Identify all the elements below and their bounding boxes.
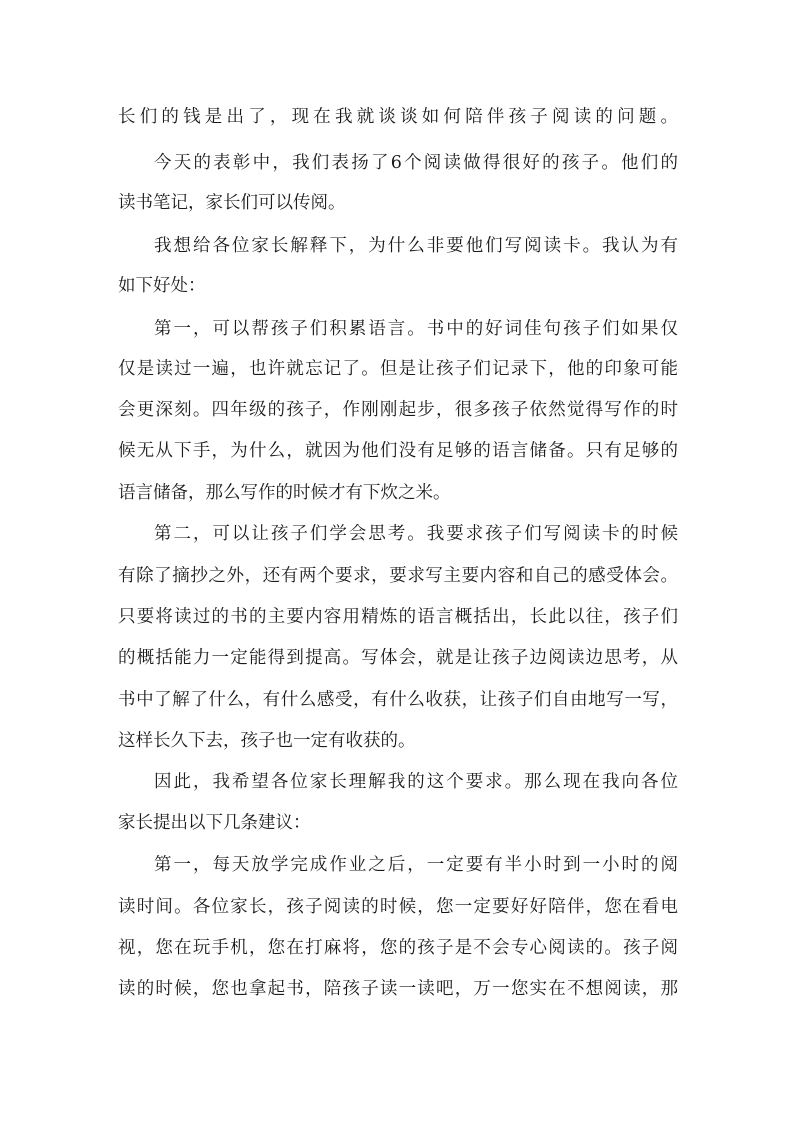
text-line: 会更深刻。四年级的孩子，作刚刚起步，很多孩子依然觉得写作的时 <box>118 400 678 420</box>
text-line: 第一，可以帮孩子们积累语言。书中的好词佳句孩子们如果仅 <box>154 319 678 339</box>
text-line: 的概括能力一定能得到提高。写体会，就是让孩子边阅读边思考，从 <box>118 648 678 668</box>
text-line: 第二，可以让孩子们学会思考。我要求孩子们写阅读卡的时候 <box>154 524 678 544</box>
text-line: 读的时候，您也拿起书，陪孩子读一读吧，万一您实在不想阅读，那 <box>118 979 678 999</box>
text-line: 家长提出以下几条建议： <box>118 813 311 833</box>
text-line: 今天的表彰中，我们表扬了6个阅读做得很好的孩子。他们的 <box>154 153 678 173</box>
text-line: 我想给各位家长解释下，为什么非要他们写阅读卡。我认为有 <box>154 236 678 256</box>
text-line: 因此，我希望各位家长理解我的这个要求。那么现在我向各位 <box>154 772 678 792</box>
text-line: 如下好处： <box>118 276 206 296</box>
text-line: 第一，每天放学完成作业之后，一定要有半小时到一小时的阅 <box>154 855 678 875</box>
text-line: 读书笔记，家长们可以传阅。 <box>118 193 346 213</box>
text-line: 视，您在玩手机，您在打麻将，您的孩子是不会专心阅读的。孩子阅 <box>118 938 678 958</box>
text-line: 读时间。各位家长，孩子阅读的时候，您一定要好好陪伴，您在看电 <box>118 897 678 917</box>
text-line: 长们的钱是出了，现在我就谈谈如何陪伴孩子阅读的问题。 <box>118 107 678 127</box>
text-line: 语言储备，那么写作的时候才有下炊之米。 <box>118 483 451 503</box>
text-line: 候无从下手，为什么，就因为他们没有足够的语言储备。只有足够的 <box>118 441 678 461</box>
text-line: 这样长久下去，孩子也一定有收获的。 <box>118 731 416 751</box>
text-line: 仅是读过一遍，也许就忘记了。但是让孩子们记录下，他的印象可能 <box>118 359 678 379</box>
text-line: 有除了摘抄之外，还有两个要求，要求写主要内容和自己的感受体会。 <box>118 566 678 586</box>
text-line: 只要将读过的书的主要内容用精炼的语言概括出，长此以往，孩子们 <box>118 607 678 627</box>
text-line: 书中了解了什么，有什么感受，有什么收获，让孩子们自由地写一写， <box>118 690 678 710</box>
